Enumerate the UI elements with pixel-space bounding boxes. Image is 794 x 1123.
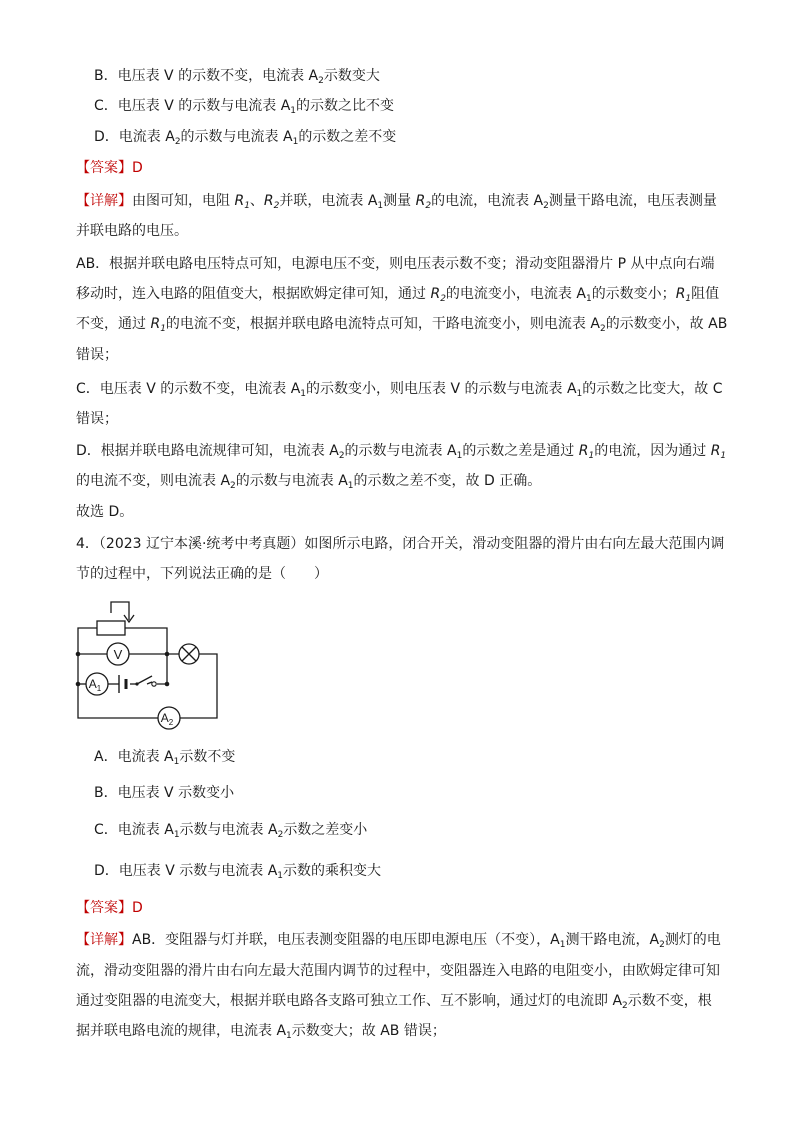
q4-stem-line-2: 节的过程中，下列说法正确的是（ ） [76, 566, 328, 582]
q3-d-line-1: D．根据并联电路电流规律可知，电流表 $A_2$的示数与电流表 $A_1$的示数之差是通过 $R_1$的电流，因为通过 $R_1$ [76, 443, 727, 461]
q4-option-c: C．电流表 $A_1$示数与电流表 $A_2$示数之差变小 [94, 822, 368, 840]
junction-dot [165, 652, 170, 657]
q4-option-b: B．电压表 V 示数变小 [94, 785, 235, 801]
q3-d-line-2: 的电流不变，则电流表 $A_2$的示数与电流表 $A_1$的示数之差不变，故 D 正确。 [76, 473, 542, 491]
q3-ab-line-4: 错误； [76, 347, 118, 363]
q3-detail-line-2: 并联电路的电压。 [76, 223, 188, 239]
rheostat [97, 621, 125, 635]
q4-stem-line-1: 4．（2023 辽宁本溪·统考中考真题）如图所示电路，闭合开关，滑动变阻器的滑片由右向左最大范围内调 [76, 536, 725, 552]
ammeter-2-label: $A_2$ [160, 711, 174, 727]
q4-option-d: D．电压表 V 示数与电流表 $A_1$示数的乘积变大 [94, 863, 382, 881]
q4-option-a: A．电流表 $A_1$示数不变 [94, 749, 236, 767]
q4-detail-line-3: 通过变阻器的电流变大，根据并联电路各支路可独立工作、互不影响，通过灯的电流即 $A_2$示数不变，根 [76, 993, 712, 1011]
q3-c-line-1: C．电压表 V 的示数不变，电流表 $A_1$的示数变小，则电压表 V 的示数与电流表 $A_1$的示数之比变大，故 C [76, 381, 723, 399]
q3-ab-line-2: 移动时，连入电路的阻值变大，根据欧姆定律可知，通过 $R_2$的电流变小，电流表 $A_1$的示数变小；$R_1$阻值 [76, 286, 720, 304]
q4-detail-line-2: 流，滑动变阻器的滑片由右向左最大范围内调节的过程中，变阻器连入电路的电阻变小，由欧姆定律可知 [76, 963, 720, 979]
q4-answer: 【答案】D [76, 900, 143, 916]
junction-dot [76, 652, 81, 657]
q3-detail-line-1: 【详解】由图可知，电阻 $R_1$、$R_2$并联，电流表 $A_1$测量 $R_2$的电流，电流表 $A_2$测量干路电流，电压表测量 [76, 193, 717, 211]
q3-option-d: D．电流表 $A_2$的示数与电流表 $A_1$的示数之差不变 [94, 129, 397, 147]
q3-option-b: B．电压表 V 的示数不变，电流表 $A_2$示数变大 [94, 68, 380, 86]
q3-answer: 【答案】D [76, 160, 143, 176]
q3-c-line-2: 错误； [76, 411, 118, 427]
voltmeter-label: V [113, 647, 123, 662]
q3-ab-line-3: 不变，通过 $R_1$的电流不变，根据并联电路电流特点可知，干路电流变小，则电流表 $A_2$的示数变小，故 AB [76, 316, 728, 334]
junction-dot [165, 682, 170, 687]
switch-pivot [135, 682, 138, 685]
junction-dot [76, 682, 81, 687]
q4-detail-line-4: 据并联电路电流的规律，电流表 $A_1$示数变大；故 AB 错误； [76, 1023, 446, 1041]
circuit-diagram [72, 592, 232, 732]
q3-conclusion: 故选 D。 [76, 504, 134, 520]
q4-detail-line-1: 【详解】AB．变阻器与灯并联，电压表测变阻器的电压即电源电压（不变），$A_1$测干路电流，$A_2$测灯的电 [76, 932, 721, 950]
switch-contact [152, 682, 156, 686]
ammeter-1-label: $A_1$ [88, 677, 102, 693]
q3-ab-line-1: AB．根据并联电路电压特点可知，电源电压不变，则电压表示数不变；滑动变阻器滑片 P 从中点向右端 [76, 256, 715, 272]
q3-option-c: C．电压表 V 的示数与电流表 $A_1$的示数之比不变 [94, 98, 395, 116]
